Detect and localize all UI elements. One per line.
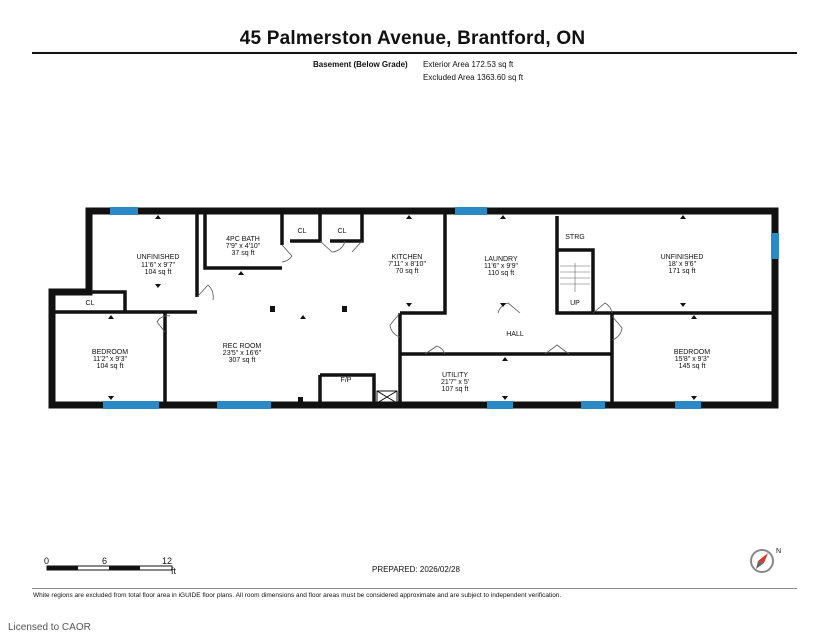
scale-tick-0: 0 bbox=[44, 556, 50, 566]
hall-label: HALL bbox=[506, 331, 524, 338]
room-bedroom-right bbox=[674, 349, 710, 370]
window bbox=[771, 233, 779, 259]
door-swings bbox=[157, 241, 622, 354]
disclaimer-footnote: White regions are excluded from total floor area in iGUIDE floor plans. All room dimensions and floor areas must be considered approximate and are subject to independent verification. bbox=[33, 592, 562, 599]
excluded-area: Excluded Area 1363.60 sq ft bbox=[423, 73, 524, 82]
room-area: 171 sq ft bbox=[668, 268, 696, 275]
door-swing-icon bbox=[197, 285, 213, 300]
svg-text:N: N bbox=[776, 548, 782, 555]
room-dims: 11'6" x 9'7" bbox=[141, 262, 175, 269]
room-dims: 11'6" x 9'9" bbox=[484, 263, 518, 270]
room-area: 70 sq ft bbox=[395, 268, 419, 275]
window bbox=[455, 207, 487, 215]
room-rec-room bbox=[223, 343, 262, 364]
utility-box bbox=[377, 391, 397, 403]
window bbox=[675, 401, 701, 409]
license-watermark: Licensed to CAOR bbox=[8, 622, 91, 633]
room-unfinished-right bbox=[661, 254, 704, 275]
room-name: BEDROOM bbox=[673, 349, 711, 356]
room-name: UNFINISHED bbox=[660, 254, 704, 261]
room-name: UNFINISHED bbox=[136, 254, 180, 261]
room-dims: 15'8" x 9'3" bbox=[674, 356, 710, 363]
room-unfinished-left bbox=[137, 254, 180, 276]
closet-label: CL bbox=[297, 228, 307, 235]
scale-bar bbox=[47, 566, 172, 570]
room-laundry bbox=[484, 256, 518, 277]
window bbox=[581, 401, 605, 409]
room-bedroom-left bbox=[92, 349, 128, 370]
room-area: 104 sq ft bbox=[96, 363, 124, 370]
room-name: 4PC BATH bbox=[226, 236, 260, 243]
footer-divider bbox=[32, 588, 797, 589]
scale-tick-6: 6 bbox=[102, 556, 108, 566]
fireplace-label: F/P bbox=[340, 377, 352, 384]
window bbox=[217, 401, 271, 409]
storage-label: STRG bbox=[565, 234, 585, 241]
window bbox=[110, 207, 138, 215]
closet-label: CL bbox=[85, 300, 95, 307]
room-dims: 7'11" x 8'10" bbox=[388, 261, 426, 268]
north-compass-icon bbox=[751, 548, 781, 572]
room-area: 145 sq ft bbox=[678, 363, 706, 370]
support-posts bbox=[270, 306, 347, 403]
room-dims: 18' x 9'6" bbox=[667, 261, 697, 268]
room-area: 110 sq ft bbox=[487, 270, 515, 277]
room-name: UTILITY bbox=[441, 372, 469, 379]
closet-label: CL bbox=[337, 228, 347, 235]
scale-unit: ft bbox=[171, 566, 177, 576]
exterior-area: Exterior Area 172.53 sq ft bbox=[423, 60, 514, 69]
room-dims: 23'5" x 16'6" bbox=[222, 350, 262, 357]
plan-title: 45 Palmerston Avenue, Brantford, ON bbox=[239, 28, 586, 49]
room-4pc-bath bbox=[226, 236, 261, 257]
scale-tick-12: 12 bbox=[162, 556, 173, 566]
room-utility bbox=[441, 372, 469, 393]
prepared-date: PREPARED: 2026/02/28 bbox=[372, 565, 460, 574]
room-dims: 11'2" x 9'3" bbox=[93, 356, 127, 363]
room-name: BEDROOM bbox=[91, 349, 129, 356]
level-name: Basement (Below Grade) bbox=[313, 60, 408, 69]
room-dims: 21'7" x 5' bbox=[440, 379, 470, 386]
room-area: 107 sq ft bbox=[441, 386, 469, 393]
window bbox=[487, 401, 513, 409]
stairs bbox=[560, 263, 590, 292]
room-area: 307 sq ft bbox=[228, 357, 256, 364]
door-swing-icon bbox=[282, 245, 292, 262]
interior-walls bbox=[52, 211, 775, 405]
room-name: LAUNDRY bbox=[484, 256, 518, 263]
room-name: REC ROOM bbox=[222, 343, 262, 350]
room-dims: 7'9" x 4'10" bbox=[225, 243, 261, 250]
room-name: KITCHEN bbox=[391, 254, 423, 261]
room-area: 104 sq ft bbox=[144, 269, 172, 276]
room-kitchen bbox=[388, 254, 426, 275]
exterior-walls bbox=[52, 211, 775, 405]
room-area: 37 sq ft bbox=[231, 250, 255, 257]
window bbox=[103, 401, 159, 409]
stairs-up-label: UP bbox=[570, 300, 580, 307]
